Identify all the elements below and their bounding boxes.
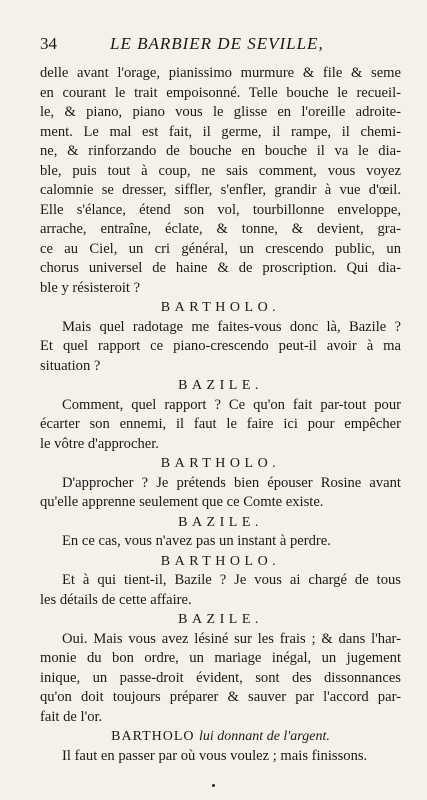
text-line: ble y résisteroit ? (40, 279, 141, 296)
text-line: le vôtre d'approcher. (40, 435, 159, 452)
page-header (40, 34, 397, 54)
text-line: Comment, quel rapport ? Ce qu'on fait par-tout pour (62, 396, 401, 413)
text-line: Et à qui tient-il, Bazile ? Je vous ai chargé de tous (62, 572, 401, 588)
footer-dot (212, 784, 215, 787)
text-line: en courant le trait empoisonné. Telle bouche le recueil- (40, 84, 401, 101)
text-line: situation ? (40, 357, 101, 374)
page-number: 34 (40, 34, 57, 53)
speaker-name: BARTHOLO (111, 729, 195, 744)
text-line: écarter son ennemi, il faut le faire ici pour empêcher (40, 416, 401, 432)
text-line: Elle s'élance, étend son vol, tourbillonne enveloppe, (40, 201, 401, 218)
closing-exchange (40, 727, 401, 766)
text-line: les détails de cette affaire. (40, 591, 192, 608)
stage-direction: lui donnant de l'argent. (199, 729, 330, 744)
text-line: arrache, entraîne, éclate, & tonne, & devient, gra- (40, 221, 401, 237)
text-line: qu'on doit toujours préparer & sauver par l'accord par- (40, 689, 401, 705)
text-line: En ce cas, vous n'avez pas un instant à perdre. (62, 533, 331, 549)
exchange-6 (40, 610, 401, 727)
speaker-name: BARTHOLO. (160, 553, 281, 569)
speaker-name: BAZILE. (178, 612, 263, 627)
text-line: le, & piano, piano vous le glisse en l'oreille adroite- (40, 104, 401, 120)
exchange-1 (40, 298, 401, 376)
exchange-2 (40, 376, 401, 454)
speaker-with-direction (40, 727, 401, 747)
text-line: ne, & rinforzando de bouche en bouche il va le dia- (40, 143, 401, 159)
play-text (40, 64, 401, 766)
text-line: fait de l'or. (40, 708, 103, 725)
running-title: LE BARBIER DE SEVILLE, (110, 34, 324, 53)
text-line: ce au Ciel, un cri général, un crescendo public, un (40, 240, 401, 257)
exchange-3 (40, 454, 401, 513)
speaker-name: BARTHOLO. (160, 456, 281, 471)
text-line: Oui. Mais vous avez lésiné sur les frais ; & dans l'har- (62, 630, 401, 647)
opening-speech (40, 64, 401, 298)
text-line: Il faut en passer par où vous voulez ; mais finissons. (62, 747, 368, 764)
text-line: inique, un passe-droit évident, sont des dissonnances (40, 669, 401, 686)
text-line: ment. Le mal est fait, il germe, il rampe, il chemi- (40, 123, 401, 140)
exchange-4 (40, 513, 401, 552)
text-line: delle avant l'orage, pianissimo murmure & file & seme (40, 65, 401, 81)
text-line: qu'elle apprenne seulement que ce Comte existe. (40, 494, 324, 510)
speaker-name: BARTHOLO. (160, 300, 281, 315)
text-line: ble, puis tout à coup, ne sais comment, vous voyez (40, 162, 401, 179)
exchange-5 (40, 552, 401, 611)
text-line: D'approcher ? Je prétends bien épouser Rosine avant (62, 474, 401, 491)
speaker-name: BAZILE. (178, 514, 263, 530)
text-line: Mais quel radotage me faites-vous donc là, Bazile ? (62, 318, 401, 335)
text-line: monie du bon ordre, un mariage inégal, un jugement (40, 650, 401, 666)
text-line: calomnie se dresser, siffler, s'enfler, grandir à vue d'œil. (40, 182, 401, 198)
text-line: Et quel rapport ce piano-crescendo peut-il avoir à ma (40, 338, 401, 354)
speaker-name: BAZILE. (178, 378, 263, 393)
text-line: chorus universel de haine & de proscription. Qui dia- (40, 260, 401, 276)
